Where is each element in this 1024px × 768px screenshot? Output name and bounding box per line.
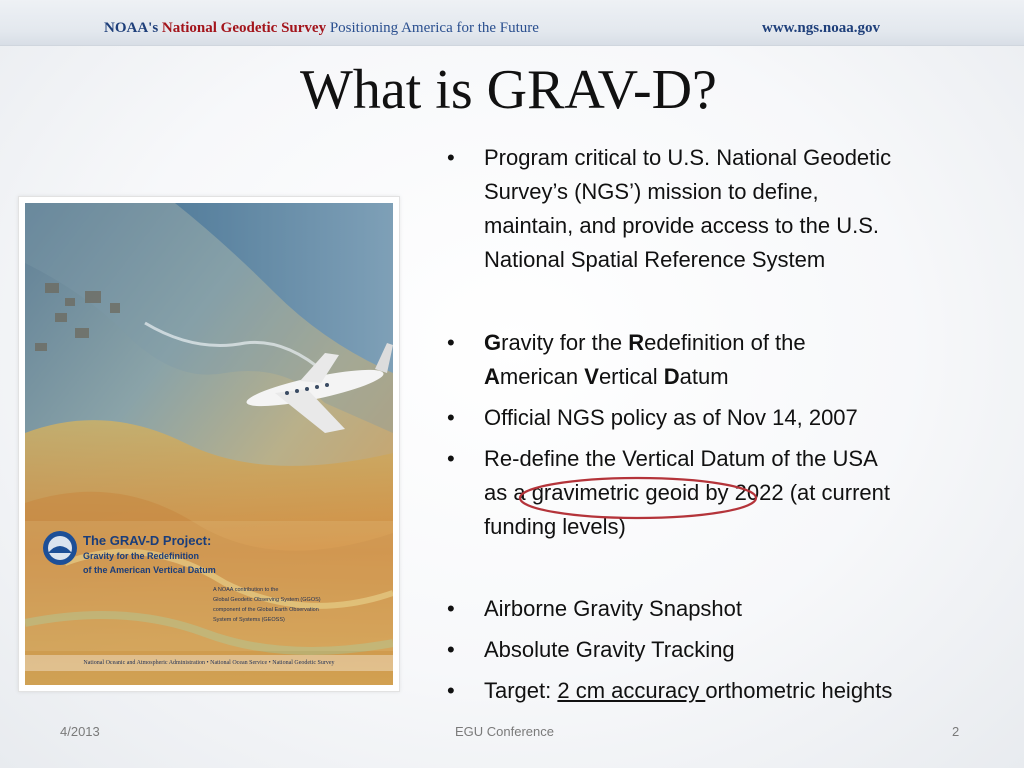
bullet-text: Absolute Gravity Tracking bbox=[484, 637, 735, 662]
bullet-text bbox=[484, 674, 994, 708]
bullet-line: Re-define the Vertical Datum of the USA bbox=[484, 446, 878, 471]
poster-image bbox=[18, 196, 400, 692]
poster-footer: National Oceanic and Atmospheric Administration • National Ocean Service • National Geodetic Survey bbox=[25, 655, 393, 671]
acronym-word-edefinition: edefinition of the bbox=[644, 330, 806, 355]
footer-conference: EGU Conference bbox=[455, 724, 554, 739]
footer-date: 4/2013 bbox=[60, 724, 100, 739]
poster-note-line-4: System of Systems (GEOSS) bbox=[213, 617, 285, 623]
header-ngs-name: National Geodetic Survey bbox=[161, 20, 327, 36]
poster-project-title: The GRAV-D Project: bbox=[83, 533, 212, 548]
acronym-letter-v: V bbox=[584, 364, 599, 389]
bullet-line bbox=[484, 360, 994, 394]
bullet-text bbox=[484, 326, 994, 394]
bullet-dot: • bbox=[447, 330, 455, 355]
acronym-word-merican: merican bbox=[499, 364, 585, 389]
target-suffix: orthometric heights bbox=[705, 678, 893, 703]
bullet-text: Official NGS policy as of Nov 14, 2007 bbox=[484, 405, 858, 430]
header-branding bbox=[104, 20, 539, 37]
bullet-text bbox=[484, 141, 994, 277]
header-tagline: Positioning America for the Future bbox=[329, 20, 539, 36]
poster-caption bbox=[83, 533, 216, 576]
bullet-dot: • bbox=[447, 678, 455, 703]
poster-subtitle-line-2: of the American Vertical Datum bbox=[83, 565, 216, 575]
header-agency: NOAA's bbox=[104, 20, 159, 36]
bullet-text: Airborne Gravity Snapshot bbox=[484, 596, 743, 621]
bullet-dot: • bbox=[447, 405, 455, 430]
poster-artwork bbox=[25, 203, 393, 685]
header-url: www.ngs.noaa.gov bbox=[762, 20, 880, 36]
bullet-line: Program critical to U.S. National Geodetic bbox=[484, 145, 892, 170]
footer-page-number: 2 bbox=[952, 724, 960, 739]
poster-subtitle-line-1: Gravity for the Redefinition bbox=[83, 551, 200, 561]
header-banner bbox=[0, 0, 1024, 46]
acronym-letter-a: A bbox=[484, 364, 500, 389]
slide-title: What is GRAV-D? bbox=[300, 59, 717, 121]
acronym-letter-g: G bbox=[484, 330, 502, 355]
bullet-dot: • bbox=[447, 145, 455, 170]
bullet-line: funding levels) bbox=[484, 514, 626, 539]
bullet-dot: • bbox=[447, 596, 455, 621]
bullet-line: as a gravimetric geoid by 2022 (at current bbox=[484, 480, 890, 505]
bullet-line: National Spatial Reference System bbox=[484, 247, 826, 272]
acronym-letter-d: D bbox=[663, 364, 680, 389]
acronym-word-ertical: ertical bbox=[598, 364, 664, 389]
annotation-ellipse bbox=[516, 474, 760, 522]
poster-note-line-2: Global Geodetic Observing System (GGOS) bbox=[213, 597, 321, 603]
poster-note-line-1: A NOAA contribution to the bbox=[213, 587, 279, 593]
acronym-letter-r: R bbox=[628, 330, 645, 355]
bullet-line: maintain, and provide access to the U.S. bbox=[484, 213, 879, 238]
poster-note-line-3: component of the Global Earth Observation bbox=[213, 607, 319, 613]
acronym-word-ravity: ravity for the bbox=[501, 330, 629, 355]
bullet-dot: • bbox=[447, 446, 455, 471]
bullet-line: Survey’s (NGS’) mission to define, bbox=[484, 179, 819, 204]
target-accuracy-underlined: 2 cm accuracy bbox=[557, 678, 706, 703]
acronym-word-atum: atum bbox=[679, 364, 729, 389]
poster-note bbox=[213, 585, 363, 625]
target-prefix: Target: bbox=[484, 678, 558, 703]
bullet-dot: • bbox=[447, 637, 455, 662]
bullet-line bbox=[484, 326, 994, 360]
